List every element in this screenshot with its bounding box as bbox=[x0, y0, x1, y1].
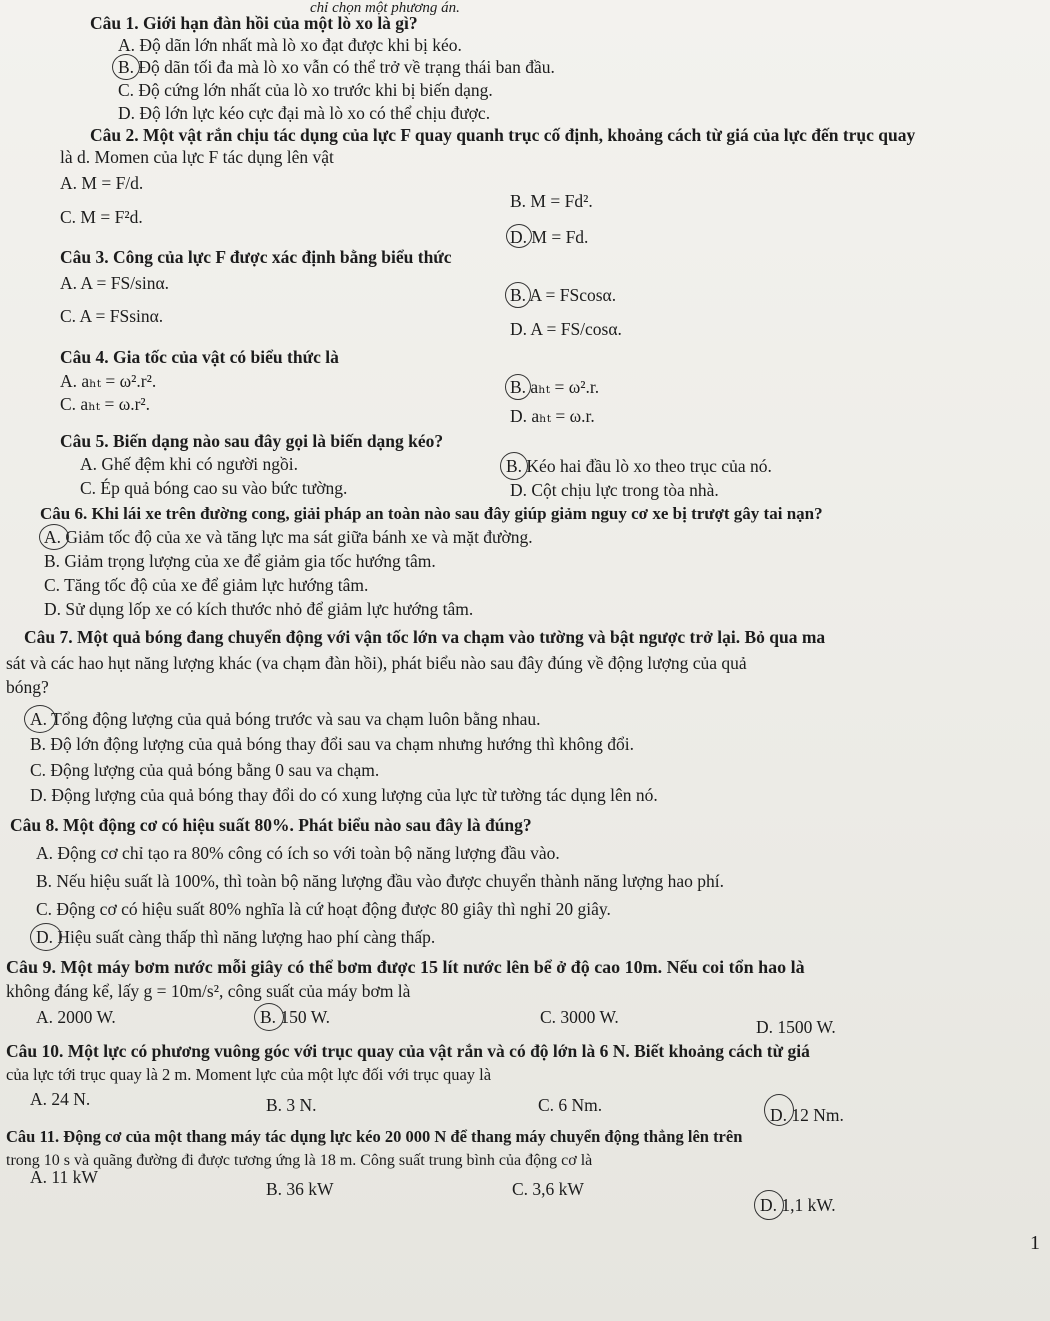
question-11-option-c: C. 3,6 kW bbox=[512, 1179, 584, 1199]
question-11-option-d: D. 1,1 kW. bbox=[760, 1195, 836, 1215]
question-5-option-b: B. Kéo hai đầu lò xo theo trục của nó. bbox=[506, 456, 772, 476]
question-6-option-b: B. Giảm trọng lượng của xe để giảm gia tốc hướng tâm. bbox=[44, 551, 436, 571]
question-3-option-b: B. A = FScosα. bbox=[510, 285, 617, 305]
page-header: chỉ chọn một phương án. bbox=[310, 0, 460, 16]
question-2-stem-line-2: là d. Momen của lực F tác dụng lên vật bbox=[60, 147, 334, 167]
question-1-option-a: A. Độ dãn lớn nhất mà lò xo đạt được khi bị kéo. bbox=[118, 35, 462, 55]
question-11-stem-line-2: trong 10 s và quãng đường đi được tương ứng là 18 m. Công suất trung bình của động cơ là bbox=[6, 1152, 593, 1169]
answer-circle-q2 bbox=[506, 224, 532, 248]
answer-circle-q4 bbox=[505, 374, 531, 400]
question-2-option-d: D. M = Fd. bbox=[510, 227, 589, 247]
answer-circle-q10 bbox=[764, 1094, 794, 1126]
question-2-option-b: B. M = Fd². bbox=[510, 191, 593, 211]
question-10-stem-line-1: Câu 10. Một lực có phương vuông góc với trục quay của vật rắn và có độ lớn là 6 N. Biết khoảng cách từ giá bbox=[6, 1041, 810, 1061]
answer-circle-q3 bbox=[505, 282, 531, 308]
question-2-stem-line-1: Câu 2. Một vật rắn chịu tác dụng của lực F quay quanh trục cố định, khoảng cách từ giá của lực đến trục quay bbox=[90, 125, 916, 145]
answer-circle-q1 bbox=[112, 54, 140, 80]
question-1-option-d: D. Độ lớn lực kéo cực đại mà lò xo có thể chịu được. bbox=[118, 103, 491, 123]
question-1-stem: Câu 1. Giới hạn đàn hồi của một lò xo là gì? bbox=[90, 13, 418, 33]
question-7-stem-line-2: sát và các hao hụt năng lượng khác (va chạm đàn hồi), phát biểu nào sau đây đúng về động lượng của quả bbox=[6, 653, 747, 673]
question-9-option-d: D. 1500 W. bbox=[756, 1017, 836, 1037]
question-5-option-c: C. Ép quả bóng cao su vào bức tường. bbox=[80, 478, 348, 498]
question-6-stem: Câu 6. Khi lái xe trên đường cong, giải pháp an toàn nào sau đây giúp giảm nguy cơ xe bị trượt gây tai nạn? bbox=[40, 504, 823, 523]
answer-circle-q7 bbox=[24, 705, 56, 733]
question-7-option-a: A. Tổng động lượng của quả bóng trước và sau va chạm luôn bằng nhau. bbox=[30, 709, 541, 729]
question-7-stem-line-1: Câu 7. Một quả bóng đang chuyển động với vận tốc lớn va chạm vào tường và bật ngược trở lại. Bỏ qua ma bbox=[24, 627, 826, 647]
question-9-stem-line-1: Câu 9. Một máy bơm nước mỗi giây có thể bơm được 15 lít nước lên bể ở độ cao 10m. Nếu coi tổn hao là bbox=[6, 957, 805, 977]
question-2-option-c: C. M = F²d. bbox=[60, 207, 143, 227]
question-6-option-a: A. Giảm tốc độ của xe và tăng lực ma sát giữa bánh xe và mặt đường. bbox=[44, 527, 533, 547]
question-10-option-c: C. 6 Nm. bbox=[538, 1095, 603, 1115]
question-6-option-d: D. Sử dụng lốp xe có kích thước nhỏ để giảm lực hướng tâm. bbox=[44, 599, 474, 619]
answer-circle-q11 bbox=[754, 1190, 784, 1220]
answer-circle-q9 bbox=[254, 1003, 284, 1031]
question-7-stem-line-3: bóng? bbox=[6, 677, 49, 697]
question-10-option-b: B. 3 N. bbox=[266, 1095, 317, 1115]
question-3-option-a: A. A = FS/sinα. bbox=[60, 273, 170, 293]
question-3-option-c: C. A = FSsinα. bbox=[60, 306, 164, 326]
question-1-option-c: C. Độ cứng lớn nhất của lò xo trước khi bị biến dạng. bbox=[118, 80, 493, 100]
question-3-stem: Câu 3. Công của lực F được xác định bằng biểu thức bbox=[60, 247, 452, 267]
question-11-stem-line-1: Câu 11. Động cơ của một thang máy tác dụng lực kéo 20 000 N để thang máy chuyển động thẳng lên trên bbox=[6, 1127, 743, 1146]
question-11-option-b: B. 36 kW bbox=[266, 1179, 334, 1199]
question-4-option-a: A. aₕₜ = ω².r². bbox=[60, 371, 157, 391]
question-4-option-d: D. aₕₜ = ω.r. bbox=[510, 406, 595, 426]
question-10-option-d: D. 12 Nm. bbox=[770, 1105, 844, 1125]
question-8-option-b: B. Nếu hiệu suất là 100%, thì toàn bộ năng lượng đầu vào được chuyển thành năng lượng hao phí. bbox=[36, 871, 725, 891]
question-5-option-d: D. Cột chịu lực trong tòa nhà. bbox=[510, 480, 719, 500]
question-7-option-c: C. Động lượng của quả bóng bằng 0 sau va chạm. bbox=[30, 760, 380, 780]
question-3-option-d: D. A = FS/cosα. bbox=[510, 319, 622, 339]
question-5-stem: Câu 5. Biến dạng nào sau đây gọi là biến dạng kéo? bbox=[60, 431, 444, 451]
question-7-option-d: D. Động lượng của quả bóng thay đổi do có xung lượng của lực từ tường tác dụng lên nó. bbox=[30, 785, 658, 805]
question-9-option-a: A. 2000 W. bbox=[36, 1007, 116, 1027]
answer-circle-q8 bbox=[30, 923, 62, 951]
question-11-option-a: A. 11 kW bbox=[30, 1167, 98, 1187]
page-number: 1 bbox=[1030, 1232, 1040, 1254]
question-7-option-b: B. Độ lớn động lượng của quả bóng thay đổi sau va chạm nhưng hướng thì không đổi. bbox=[30, 734, 634, 754]
question-4-stem: Câu 4. Gia tốc của vật có biểu thức là bbox=[60, 347, 339, 367]
question-2-option-a: A. M = F/d. bbox=[60, 173, 144, 193]
question-4-option-b: B. aₕₜ = ω².r. bbox=[510, 377, 600, 397]
question-9-option-b: B. 150 W. bbox=[260, 1007, 331, 1027]
answer-circle-q6 bbox=[39, 524, 69, 550]
question-5-option-a: A. Ghế đệm khi có người ngồi. bbox=[80, 454, 299, 474]
question-8-stem: Câu 8. Một động cơ có hiệu suất 80%. Phát biểu nào sau đây là đúng? bbox=[10, 815, 532, 835]
question-8-option-c: C. Động cơ có hiệu suất 80% nghĩa là cứ hoạt động được 80 giây thì nghỉ 20 giây. bbox=[36, 899, 611, 919]
question-10-option-a: A. 24 N. bbox=[30, 1089, 91, 1109]
question-9-stem-line-2: không đáng kể, lấy g = 10m/s², công suất của máy bơm là bbox=[6, 981, 411, 1001]
question-9-option-c: C. 3000 W. bbox=[540, 1007, 619, 1027]
question-8-option-d: D. Hiệu suất càng thấp thì năng lượng hao phí càng thấp. bbox=[36, 927, 436, 947]
question-8-option-a: A. Động cơ chỉ tạo ra 80% công có ích so với toàn bộ năng lượng đầu vào. bbox=[36, 843, 560, 863]
answer-circle-q5 bbox=[500, 452, 528, 480]
question-1-option-b: B. Độ dãn tối đa mà lò xo vẫn có thể trở về trạng thái ban đầu. bbox=[118, 57, 555, 77]
question-6-option-c: C. Tăng tốc độ của xe để giảm lực hướng tâm. bbox=[44, 575, 369, 595]
question-10-stem-line-2: của lực tới trục quay là 2 m. Moment lực của một lực đối với trục quay là bbox=[6, 1065, 492, 1084]
question-4-option-c: C. aₕₜ = ω.r². bbox=[60, 394, 151, 414]
